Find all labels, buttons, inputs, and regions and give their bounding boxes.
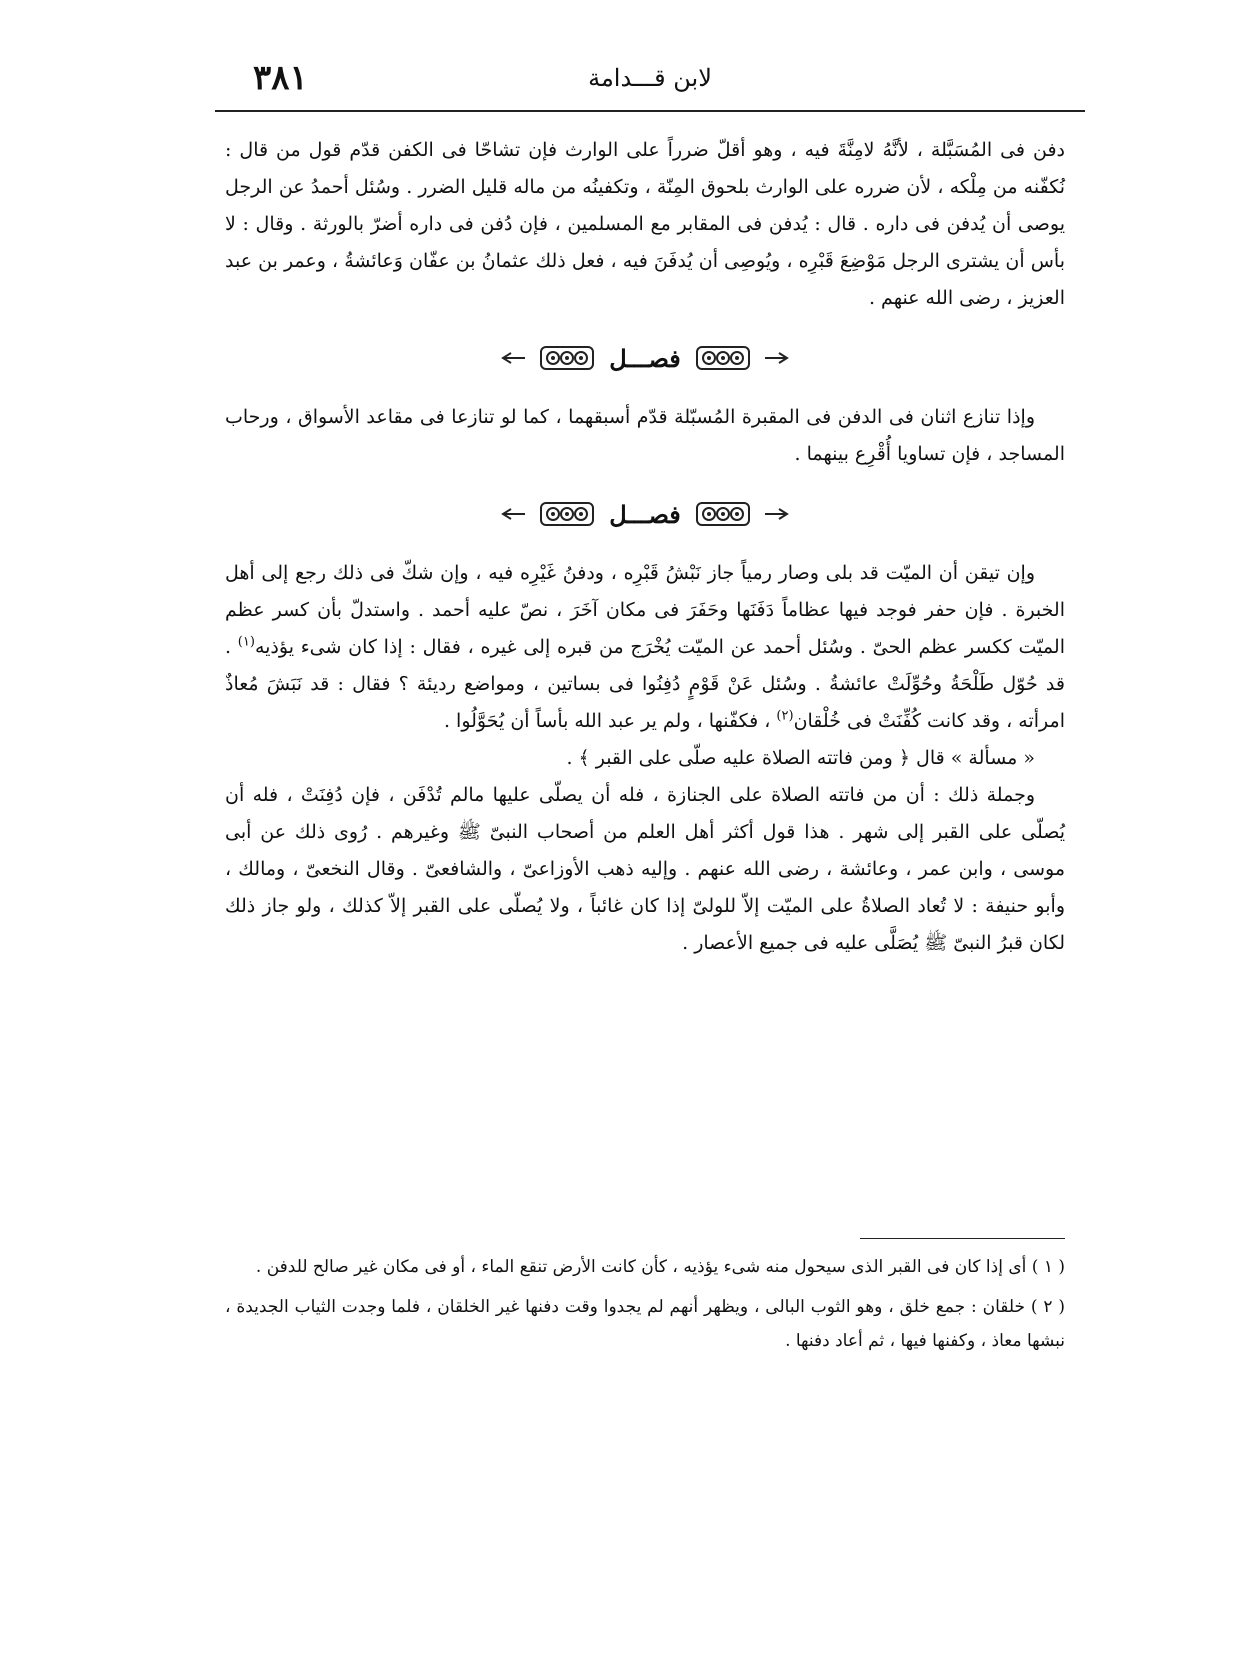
footnote-marker[interactable]: (١) [237, 634, 255, 650]
paragraph: وجملة ذلك : أن من فاتته الصلاة على الجنازة ، فله أن يصلّى عليها مالم تُدْفَن ، فإن دُفِنَتْ ، فله أن يُصلّى على القبر إلى شهر . هذا قول أكثر أهل العلم من أصحاب النبىّ ﷺ وغيرهم . رُوى ذلك عن أبى موسى ، وابن عمر ، وعائشة ، رضى الله عنهم . وإليه ذهب الأوزاعىّ ، والشافعىّ . وقال النخعىّ ، ومالك ، وأبو حنيفة : لا تُعاد الصلاةُ على الميّت إلاّ للولىّ إذا كان غائباً ، ولا يُصلّى على القبر إلاّ كذلك ، ولو جاز ذلك لكان قبرُ النبىّ ﷺ يُصَلَّى عليه فى جميع الأعصار . [225, 784, 1065, 954]
paragraph-text: وإن تيقن أن الميّت قد بلى وصار رمياً جاز نَبْشُ قَبْرِه ، ودفنُ غَيْرِه فيه ، وإن شكّ فى ذلك رجع إلى أهل الخبرة . فإن حفر فوجد فيها عظاماً دَفَنَها وحَفَرَ فى مكان آخَرَ ، نصّ عليه أحمد . واستدلّ بأن كسر عظم الميّت ككسر عظم الحىّ . وسُئل أحمد عن الميّت يُخْرَج من قبره إلى غيره ، فقال : إذا كان شىء يؤذيه [225, 562, 1065, 658]
ornament-tail-icon [497, 352, 525, 364]
ornament-icon [539, 345, 595, 371]
ornament-tail-icon [497, 508, 525, 520]
ornament-icon [695, 345, 751, 371]
footnote: ( ٢ ) خلقان : جمع خلق ، وهو الثوب البالى ، ويظهر أنهم لم يجدوا وقت دفنها غير الخلقان ، فلما وجدت الثياب الجديدة ، نبشها معاذ ، وكفنها فيها ، ثم أعاد دفنها . [225, 1297, 1065, 1351]
masala-line: « مسألة » قال ﴿ ومن فاتته الصلاة عليه صلّى على القبر ﴾ . [566, 747, 1035, 769]
footnotes [225, 1250, 1065, 1364]
ornament-tail-icon [765, 352, 793, 364]
header-rule [215, 110, 1085, 112]
footnote: ( ١ ) أى إذا كان فى القبر الذى سيحول منه شىء يؤذيه ، كأن كانت الأرض تنقع الماء ، أو فى مكان غير صالح للدفن . [255, 1257, 1065, 1277]
paragraph-text: . قد حُوّل طَلْحَةُ وحُوِّلَتْ عائشةُ . وسُئل عَنْ قَوْمٍ دُفِنُوا فى بساتين ، ومواضع رديئة ؟ فقال : قد نَبَشَ مُعاذٌ امرأته ، وقد كانت كُفِّنَتْ فى خُلْقان [225, 636, 1065, 732]
section-heading [225, 473, 1065, 555]
ornament-icon [539, 501, 595, 527]
page-header [215, 58, 1085, 108]
paragraph-text: ، فكفّنها ، ولم ير عبد الله بأساً أن يُحَوَّلُوا . [443, 710, 777, 732]
footnote-marker[interactable]: (٢) [776, 708, 794, 724]
paragraph [225, 555, 1065, 740]
section-heading-label: فصـــل [609, 499, 681, 529]
ornament-icon [695, 501, 751, 527]
main-text [225, 132, 1065, 962]
section-heading [225, 317, 1065, 399]
paragraph: وإذا تنازع اثنان فى الدفن فى المقبرة المُسبّلة قدّم أسبقهما ، كما لو تنازعا فى مقاعد الأسواق ، ورحاب المساجد ، فإن تساويا أُقْرِع بينهما . [225, 406, 1065, 465]
ornament-tail-icon [765, 508, 793, 520]
paragraph: دفن فى المُسَبَّلة ، لأنَّهُ لامِنَّةَ فيه ، وهو أقلّ ضرراً على الوارث فإن تشاحّا فى الكفن قدّم قول من قال : نُكفّنه من مِلْكه ، لأن ضرره على الوارث بلحوق المِنّة ، وتكفينُه من ماله قليل الضرر . وسُئل أحمدُ عن الرجل يوصى أن يُدفن فى داره . قال : يُدفن فى المقابر مع المسلمين ، فإن دُفن فى داره أضرّ بالورثة . وقال : لا بأس أن يشترى الرجل مَوْضِعَ قَبْرِه ، ويُوصِى أن يُدفَنَ فيه ، فعل ذلك عثمانُ بن عفّان وَعائشةُ ، وعمر بن عبد العزيز ، رضى الله عنهم . [225, 139, 1065, 309]
section-heading-label: فصـــل [609, 343, 681, 373]
footnote-rule [860, 1238, 1065, 1239]
page-number: ٣٨١ [253, 58, 308, 98]
running-head: لابن قـــدامة [588, 64, 712, 92]
